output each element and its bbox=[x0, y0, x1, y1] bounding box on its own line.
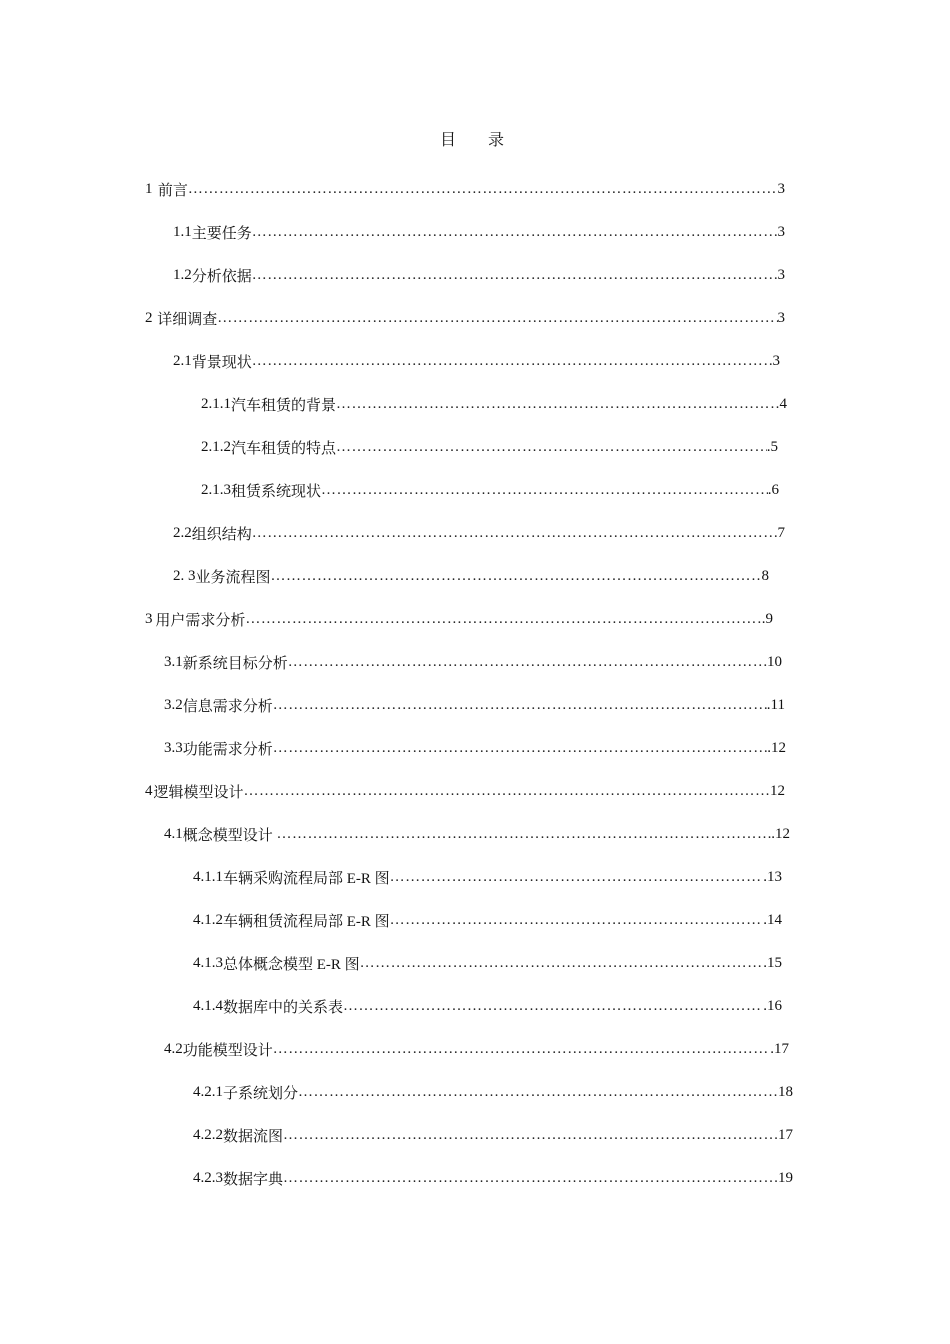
toc-entry-number: 2.1 bbox=[173, 353, 192, 369]
toc-entry-page: 4 bbox=[779, 396, 787, 412]
toc-entry-number: 4.1.2 bbox=[193, 912, 223, 928]
toc-entry-page: 19 bbox=[778, 1170, 793, 1186]
toc-entry[interactable] bbox=[0, 1114, 793, 1157]
toc-entry-title: 车辆采购流程局部 E-R 图 bbox=[223, 871, 390, 887]
toc-entry-page: 10 bbox=[767, 654, 782, 670]
toc-entry-title: 前言 bbox=[157, 183, 188, 199]
toc-entry-number: 3.3 bbox=[164, 740, 183, 756]
toc-entry[interactable] bbox=[0, 426, 778, 469]
toc-entry-page: .5 bbox=[766, 439, 778, 455]
dot-leader bbox=[252, 525, 778, 542]
dot-leader bbox=[283, 1127, 778, 1144]
toc-entry-title: 子系统划分 bbox=[223, 1086, 299, 1102]
toc-entry-page: 8 bbox=[761, 568, 769, 584]
toc-entry-title: 汽车租赁的特点 bbox=[231, 441, 337, 457]
dot-leader bbox=[245, 611, 761, 628]
toc-entry[interactable] bbox=[0, 168, 785, 211]
toc-entry[interactable] bbox=[0, 1028, 789, 1071]
toc-entry-title: 主要任务 bbox=[191, 226, 252, 242]
dot-leader bbox=[360, 955, 764, 972]
toc-entry-number: 4.1.3 bbox=[193, 955, 223, 971]
dot-leader bbox=[277, 826, 772, 843]
toc-entry-number: 1.1 bbox=[173, 224, 192, 240]
toc-entry[interactable] bbox=[0, 297, 785, 340]
toc-entry-number: 2.1.2 bbox=[201, 439, 231, 455]
dot-leader bbox=[252, 267, 778, 284]
dot-leader bbox=[273, 1041, 770, 1058]
dot-leader bbox=[390, 912, 764, 929]
toc-entry[interactable] bbox=[0, 469, 779, 512]
toc-entry[interactable] bbox=[0, 856, 782, 899]
toc-entry-number: 2.1.3 bbox=[201, 482, 231, 498]
toc-entry[interactable] bbox=[0, 899, 782, 942]
toc-entry-number: 2.2 bbox=[173, 525, 192, 541]
toc-entry-title: 数据字典 bbox=[223, 1172, 284, 1188]
toc-entry[interactable] bbox=[0, 340, 780, 383]
toc-entry-title: 背景现状 bbox=[191, 355, 252, 371]
toc-entry-number: 4.2 bbox=[164, 1041, 183, 1057]
toc-entry[interactable] bbox=[0, 813, 790, 856]
toc-entry-number: 4.1.4 bbox=[193, 998, 223, 1014]
dot-leader bbox=[217, 310, 777, 327]
dot-leader bbox=[252, 353, 773, 370]
toc-entry-number: 4.2.1 bbox=[193, 1084, 223, 1100]
toc-entry-title: 详细调查 bbox=[157, 312, 218, 328]
toc-entry-title: 数据流图 bbox=[223, 1129, 284, 1145]
toc-entry-number: 4.1 bbox=[164, 826, 183, 842]
toc-list bbox=[0, 168, 950, 1200]
toc-entry[interactable] bbox=[0, 1157, 793, 1200]
toc-entry-title: 用户需求分析 bbox=[155, 613, 246, 629]
toc-entry[interactable] bbox=[0, 684, 785, 727]
toc-entry[interactable] bbox=[0, 985, 782, 1028]
toc-entry[interactable] bbox=[0, 598, 773, 641]
toc-entry-number: 2.1.1 bbox=[201, 396, 231, 412]
toc-entry-page: 3 bbox=[777, 310, 785, 326]
toc-entry-number: 3.1 bbox=[164, 654, 183, 670]
toc-entry-page: .11 bbox=[766, 697, 785, 713]
toc-entry-title: 逻辑模型设计 bbox=[153, 785, 244, 801]
toc-entry-number: 1 bbox=[145, 181, 153, 197]
dot-leader bbox=[390, 869, 764, 886]
dot-leader bbox=[252, 224, 778, 241]
toc-entry-number: 3 bbox=[145, 611, 153, 627]
dot-leader bbox=[283, 1170, 778, 1187]
toc-entry[interactable] bbox=[0, 770, 785, 813]
toc-entry-number: 4 bbox=[145, 783, 153, 799]
dot-leader bbox=[298, 1084, 778, 1101]
dot-leader bbox=[273, 697, 767, 714]
toc-entry-number: 4.2.2 bbox=[193, 1127, 223, 1143]
toc-entry[interactable] bbox=[0, 211, 785, 254]
toc-entry-page: 12 bbox=[770, 783, 785, 799]
toc-entry-title: 分析依据 bbox=[191, 269, 252, 285]
dot-leader bbox=[336, 396, 779, 413]
toc-entry-title: 功能模型设计 bbox=[182, 1043, 273, 1059]
toc-entry[interactable] bbox=[0, 641, 782, 684]
toc-entry-title: 组织结构 bbox=[191, 527, 252, 543]
toc-entry-page: 7 bbox=[777, 525, 785, 541]
toc-entry-page: .9 bbox=[761, 611, 773, 627]
dot-leader bbox=[188, 181, 778, 198]
toc-entry[interactable] bbox=[0, 512, 785, 555]
toc-entry-title: 车辆租赁流程局部 E-R 图 bbox=[223, 914, 390, 930]
toc-entry-page: 17 bbox=[778, 1127, 793, 1143]
dot-leader bbox=[343, 998, 763, 1015]
toc-entry-number: 3.2 bbox=[164, 697, 183, 713]
toc-entry-page: .14 bbox=[763, 912, 782, 928]
toc-entry-page: 3 bbox=[777, 224, 785, 240]
dot-leader bbox=[336, 439, 767, 456]
toc-entry-page: .16 bbox=[763, 998, 782, 1014]
toc-entry-title: 功能需求分析 bbox=[182, 742, 273, 758]
toc-entry-title: 汽车租赁的背景 bbox=[231, 398, 337, 414]
toc-entry-page: 3 bbox=[777, 181, 785, 197]
toc-entry-page: .13 bbox=[763, 869, 782, 885]
toc-entry-page: .12 bbox=[771, 826, 790, 842]
toc-entry-title: 总体概念模型 E-R 图 bbox=[223, 957, 360, 973]
dot-leader bbox=[288, 654, 767, 671]
toc-title: 目 录 bbox=[439, 132, 518, 149]
toc-entry[interactable] bbox=[0, 555, 769, 598]
toc-entry-page: 18 bbox=[778, 1084, 793, 1100]
toc-entry[interactable] bbox=[0, 942, 782, 985]
toc-entry[interactable] bbox=[0, 254, 785, 297]
toc-entry-page: 3 bbox=[777, 267, 785, 283]
toc-entry-number: 4.2.3 bbox=[193, 1170, 223, 1186]
toc-entry-page: 3 bbox=[772, 353, 780, 369]
toc-entry-title: 业务流程图 bbox=[195, 570, 271, 586]
toc-entry-page: .17 bbox=[770, 1041, 789, 1057]
toc-entry-number: 1.2 bbox=[173, 267, 192, 283]
toc-entry-number: 4.1.1 bbox=[193, 869, 223, 885]
dot-leader bbox=[244, 783, 771, 800]
toc-entry[interactable] bbox=[0, 1071, 793, 1114]
toc-entry-title: 新系统目标分析 bbox=[182, 656, 288, 672]
toc-entry-page: .15 bbox=[763, 955, 782, 971]
dot-leader bbox=[321, 482, 768, 499]
toc-entry[interactable] bbox=[0, 727, 786, 770]
dot-leader bbox=[271, 568, 762, 585]
toc-entry[interactable] bbox=[0, 383, 787, 426]
dot-leader bbox=[273, 740, 767, 757]
toc-entry-title: 概念模型设计 bbox=[182, 828, 277, 844]
toc-entry-page: .12 bbox=[767, 740, 786, 756]
toc-entry-title: 租赁系统现状 bbox=[231, 484, 322, 500]
toc-entry-number: 2. 3 bbox=[173, 568, 196, 584]
toc-entry-title: 数据库中的关系表 bbox=[223, 1000, 344, 1016]
toc-entry-title: 信息需求分析 bbox=[182, 699, 273, 715]
toc-entry-page: .6 bbox=[767, 482, 779, 498]
toc-entry-number: 2 bbox=[145, 310, 153, 326]
